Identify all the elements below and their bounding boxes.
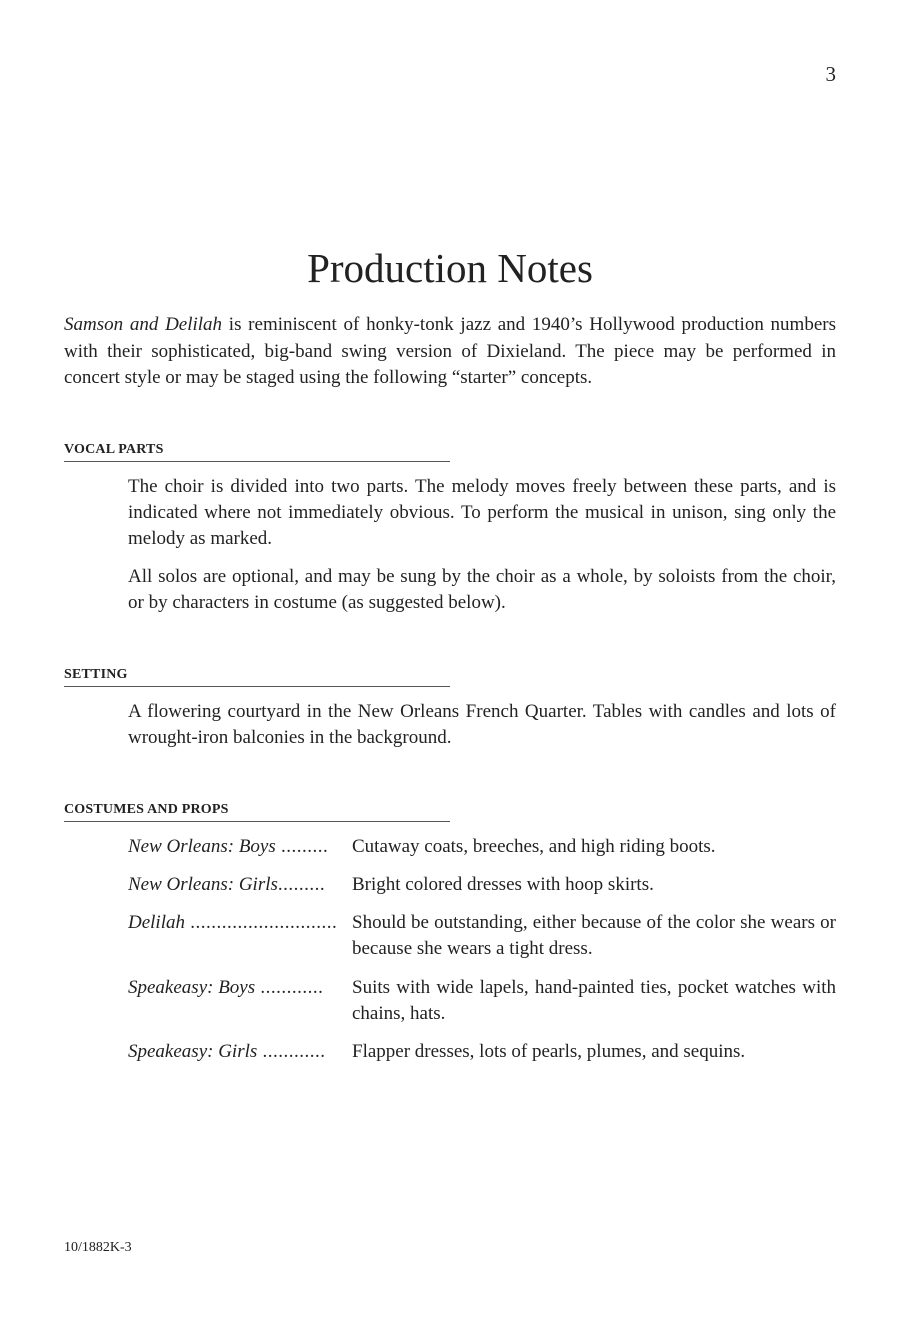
- section-heading-vocal-parts: VOCAL PARTS: [64, 442, 450, 462]
- costume-description: Flapper dresses, lots of pearls, plumes, and sequins.: [352, 1041, 746, 1062]
- setting-paragraph: A flowering courtyard in the New Orleans French Quarter. Tables with candles and lots of wrought-iron balconies in the background.: [128, 701, 836, 748]
- costume-description: Should be outstanding, either because of the color she wears or because she wears a tight dress.: [352, 912, 836, 959]
- vocal-parts-paragraph-2: All solos are optional, and may be sung by the choir as a whole, by soloists from the choir, or by characters in costume (as suggested below).: [128, 566, 836, 613]
- page-title: Production Notes: [307, 245, 593, 291]
- costume-role: New Orleans: Girls.........: [128, 874, 326, 895]
- catalog-number-footer: 10/1882K-3: [64, 1240, 132, 1255]
- costume-role: Speakeasy: Boys ............: [128, 977, 324, 998]
- costume-description: Cutaway coats, breeches, and high riding boots.: [352, 836, 716, 857]
- page-number: 3: [825, 62, 836, 86]
- costume-description: Suits with wide lapels, hand-painted ties, pocket watches with chains, hats.: [352, 977, 836, 1024]
- costume-description: Bright colored dresses with hoop skirts.: [352, 874, 654, 895]
- section-heading-costumes-and-props: COSTUMES AND PROPS: [64, 802, 450, 822]
- intro-text: is reminiscent of honky-tonk jazz and 1940’s Hollywood production numbers with their sophisticated, big-band swing version of Dixieland. The piece may be performed in concert style or may be staged using the following “starter” concepts.: [64, 314, 836, 388]
- costume-role: New Orleans: Boys .........: [128, 836, 329, 857]
- vocal-parts-paragraph-1: The choir is divided into two parts. The melody moves freely between these parts, and is indicated where not immediately obvious. To perform the musical in unison, sing only the melody as marked.: [128, 476, 836, 549]
- costume-role: Speakeasy: Girls ............: [128, 1041, 326, 1062]
- intro-paragraph: [64, 312, 836, 392]
- section-heading-setting: SETTING: [64, 667, 450, 687]
- intro-italic-title: Samson and Delilah: [64, 314, 223, 335]
- costume-role: Delilah ............................: [128, 912, 338, 933]
